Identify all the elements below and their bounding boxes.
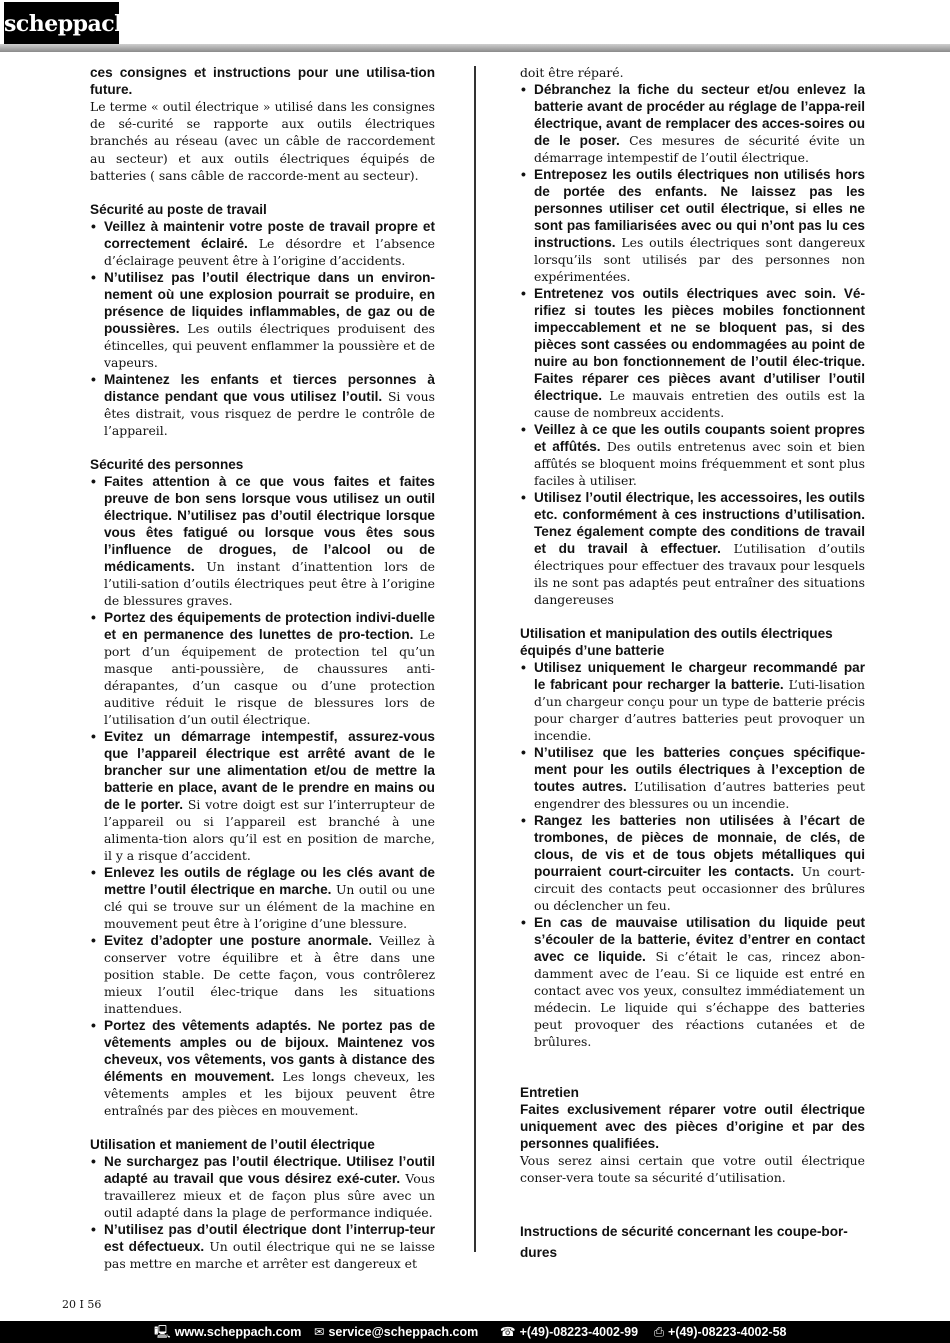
mail-icon: ✉: [314, 1324, 325, 1339]
footer-email: ✉ service@scheppach.com: [314, 1324, 479, 1339]
column-divider: [474, 66, 476, 1252]
personal-safety-list: [90, 473, 435, 1119]
battery-list: [520, 659, 865, 1050]
list-item: • Veillez à ce que les outils coupants soient propres et affûtés. Des outils entretenus avec soin et bien affûtés se bloquent moins fréquemment et sont plus faciles à utiliser.: [520, 421, 865, 489]
list-item: • Utilisez uniquement le chargeur recommandé par le fabricant pour recharger la batterie. L’uti-lisation d’un chargeur conçu pour un type de batterie précis pour charger d’autres batteries peut provoquer un incendie.: [520, 659, 865, 744]
section-heading-workplace: Sécurité au poste de travail: [90, 202, 267, 218]
footer-phone: ☎ +(49)-08223-4002-99: [500, 1324, 639, 1339]
list-item: • N’utilisez que les batteries conçues spécifique-ment pour les outils électriques à l’exception de toutes autres. L’utilisation d’autres batteries peut engendrer des blessures ou un incendie.: [520, 744, 865, 812]
section-heading-personal: Sécurité des personnes: [90, 457, 244, 473]
list-item: • Veillez à maintenir votre poste de travail propre et correctement éclairé. Le désordre et l’absence d’éclairage peuvent être à l’origine d’accidents.: [90, 218, 435, 269]
section-heading-maintenance: Entretien: [520, 1085, 579, 1101]
list-item: • N’utilisez pas d’outil électrique dont l’interrup-teur est défectueux. Un outil électrique qui ne se laisse pas mettre en marche et arrêter est dangereux et: [90, 1221, 435, 1272]
list-item: • Débranchez la fiche du secteur et/ou enlevez la batterie avant de procéder au réglage de l’appa-reil électrique, avant de remplacer des acces-soires ou de le poser. Ces mesures de sécurité évite un démarrage intempestif de l’outil électrique.: [520, 81, 865, 166]
page-number: 20 I 56: [62, 1298, 102, 1311]
maintenance-text: Vous serez ainsi certain que votre outil électrique conser-vera toute sa sécurité d’utilisation.: [520, 1153, 865, 1186]
continuation-text: doit être réparé.: [520, 65, 624, 80]
fax-icon: ⎙: [654, 1324, 665, 1339]
page-header: [0, 0, 950, 50]
intro-paragraph: Le terme « outil électrique » utilisé dans les consignes de sé-curité se rapporte aux outils électriques branchés au réseau (avec un câble de raccordement au secteur) et aux outils électriques équipés de batteries ( sans câble de raccorde-ment au secteur).: [90, 99, 435, 183]
scheppach-logo: scheppach: [4, 2, 119, 46]
intro-bold-text: ces consignes et instructions pour une utilisa-tion future.: [90, 65, 435, 97]
list-item: • Portez des vêtements adaptés. Ne portez pas de vêtements amples ou de bijoux. Maintenez vos cheveux, vos vêtements, vos gants à distance des éléments en mouvement. Les longs cheveux, les vêtements amples et les bijoux peuvent être entraînés par des pièces en mouvement.: [90, 1017, 435, 1119]
list-item: • Entreposez les outils électriques non utilisés hors de portée des enfants. Ne laissez pas les personnes utiliser cet outil électrique, si elles ne sont pas familiarisées avec ou qui n’ont pas lu ces instructions. Les outils électriques sont dangereux lorsqu’ils sont utilisés par des personnes non expérimentées.: [520, 166, 865, 285]
computer-icon: 🖳: [154, 1324, 171, 1339]
list-item: • Rangez les batteries non utilisées à l’écart de trombones, de pièces de monnaie, de clés, de clous, de vis et de tous objets métalliques qui pourraient court-circuiter les contacts. Un court-circuit des contacts peut occasionner des brûlures ou déclencher un feu.: [520, 812, 865, 914]
tool-care-list: [520, 81, 865, 608]
tool-use-list: [90, 1153, 435, 1272]
maintenance-bold-text: Faites exclusivement réparer votre outil électrique uniquement avec des pièces d’origine et par des personnes qualifiées.: [520, 1102, 865, 1152]
list-item: • Enlevez les outils de réglage ou les clés avant de mettre l’outil électrique en marche. Un outil ou une clé qui se trouve sur un élément de la machine en mouvement peut être à l’origine d’une blessure.: [90, 864, 435, 932]
phone-icon: ☎: [500, 1324, 516, 1339]
list-item: • Maintenez les enfants et tierces personnes à distance pendant que vous utilisez l’outil. Si vous êtes distrait, vous risquez de perdre le contrôle de l’appareil.: [90, 371, 435, 439]
list-item: • Evitez d’adopter une posture anormale. Veillez à conserver votre équilibre et à être dans une position stable. De cette façon, vous contrôlerez mieux l’outil élec-trique dans les situations inattendues.: [90, 932, 435, 1017]
section-heading-battery: Utilisation et manipulation des outils électriques équipés d’une batterie: [520, 626, 833, 659]
list-item: • Evitez un démarrage intempestif, assurez-vous que l’appareil électrique est arrêté avant de le brancher sur une alimentation et/ou de mettre la batterie en place, avant de le prendre en mains ou de le porter. Si votre doigt est sur l’interrupteur de l’appareil ou si l’appareil est branché à une alimenta-tion alors qu’il est en position de marche, il y a risque d’accident.: [90, 728, 435, 864]
list-item: • Utilisez l’outil électrique, les accessoires, les outils etc. conformément à ces instructions d’utilisation. Tenez également compte des conditions de travail et du travail à effectuer. L’utilisation d’outils électriques pour effectuer des travaux pour lesquels ils ne sont pas adaptés peut entraîner des situations dangereuses: [520, 489, 865, 608]
header-shade-bar: [0, 44, 950, 52]
footer-website: 🖳 www.scheppach.com: [154, 1324, 302, 1339]
list-item: • Entretenez vos outils électriques avec soin. Vé-rifiez si toutes les pièces mobiles fonctionnent impeccablement et ne se bloquent pas, si des pièces sont cassées ou endommagées au point de nuire au bon fonctionnement de l’outil élec-trique. Faites réparer ces pièces avant d’utiliser l’outil électrique. Le mauvais entretien des outils est la cause de nombreux accidents.: [520, 285, 865, 421]
right-column: [520, 64, 865, 1263]
list-item: • Ne surchargez pas l’outil électrique. Utilisez l’outil adapté au travail que vous désirez exé-cuter. Vous travaillerez mieux et de façon plus sûre avec un outil adapté dans la plage de performance indiquée.: [90, 1153, 435, 1221]
left-column: [90, 64, 435, 1272]
footer-fax: ⎙ +(49)-08223-4002-58: [654, 1324, 787, 1339]
list-item: • Portez des équipements de protection indivi-duelle et en permanence des lunettes de pro-tection. Le port d’un équipement de protection tel qu’un masque anti-poussière, de chaussures anti-dérapantes, d’un casque ou d’une protection auditive réduit le risque de blessures lors de l’utilisation d’un outil électrique.: [90, 609, 435, 728]
list-item: • En cas de mauvaise utilisation du liquide peut s’écouler de la batterie, évitez d’entrer en contact avec ce liquide. Si c’était le cas, rincez abon-damment avec de l’eau. Si ce liquide est entré en contact avec vos yeux, consultez immédiatement un médecin. Le liquide qui s’échappe des batteries peut provoquer des réactions cutanées et de brûlures.: [520, 914, 865, 1050]
workplace-list: [90, 218, 435, 439]
section-heading-tool-use: Utilisation et maniement de l’outil électrique: [90, 1137, 375, 1153]
list-item: • N’utilisez pas l’outil électrique dans un environ-nement où une explosion pourrait se produire, en présence de liquides inflammables, de gaz ou de poussières. Les outils électriques produisent des étincelles, qui peuvent enflammer la poussière et de vapeurs.: [90, 269, 435, 371]
section-heading-trimmer: Instructions de sécurité concernant les coupe-bor-dures: [520, 1223, 848, 1260]
list-item: • Faites attention à ce que vous faites et faites preuve de bon sens lorsque vous utilisez un outil électrique. N’utilisez pas d’outil électrique lorsque vous êtes fatigué ou lorsque vous êtes sous l’influence de drogues, de l’alcool ou de médicaments. Un instant d’inattention lors de l’utili-sation d’outils électriques peut être à l’origine de blessures graves.: [90, 473, 435, 609]
page-footer: [0, 1321, 950, 1343]
